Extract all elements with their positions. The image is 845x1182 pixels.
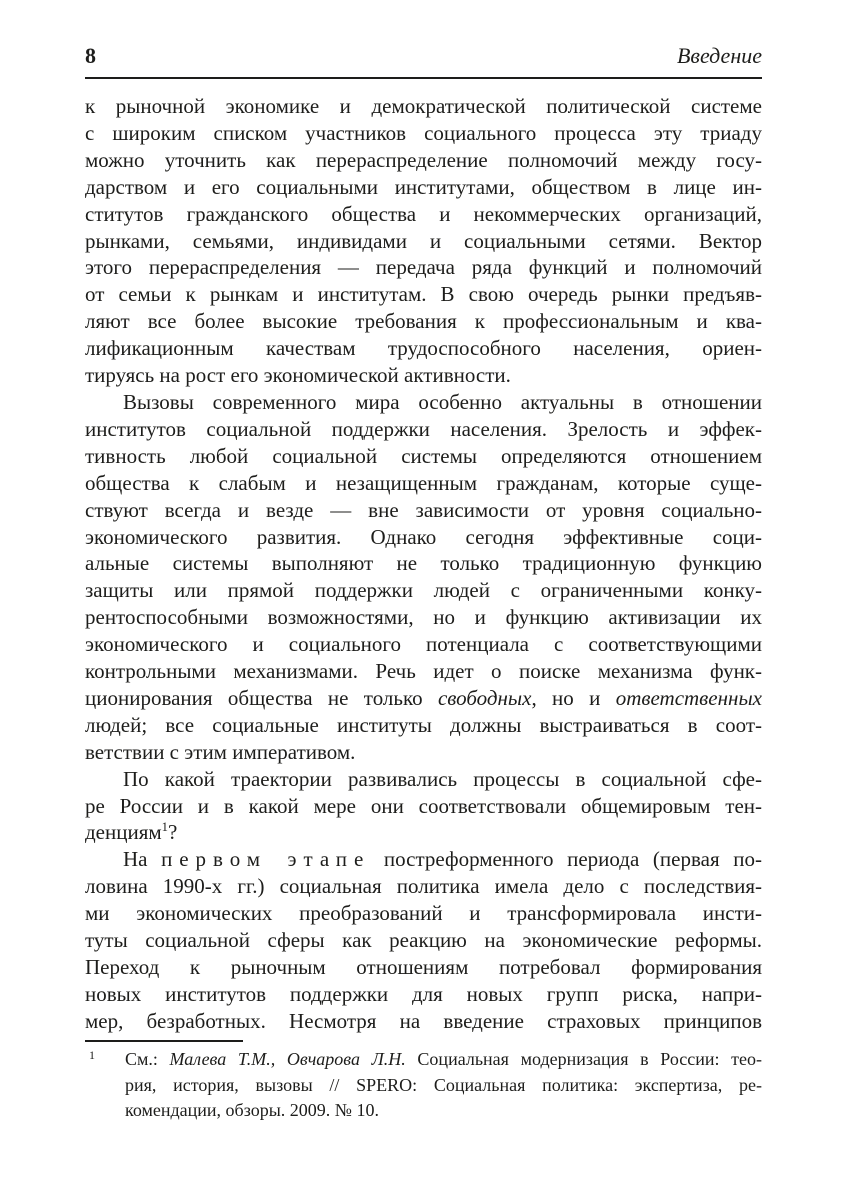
text-segment: экономического и социального потенциала с соответствующими [85, 632, 762, 657]
footnote [85, 1047, 762, 1124]
text-segment: мер, безработных. Несмотря на введение страховых принципов [85, 1008, 762, 1033]
text-segment: денциям [85, 820, 162, 845]
text-segment-italic: Малева Т.М., Овчарова Л.Н. [169, 1049, 406, 1069]
text-segment: ствуют всегда и везде — вне зависимости от уровня социально- [85, 497, 762, 522]
text-line [85, 846, 762, 873]
text-line [85, 120, 762, 147]
text-segment: комендации, обзоры. 2009. № 10. [125, 1100, 379, 1120]
text-line [85, 981, 762, 1008]
text-line [85, 954, 762, 981]
text-line [85, 1008, 762, 1035]
text-segment: тивность любой социальной системы определяются отношением [85, 443, 762, 468]
text-line [85, 416, 762, 443]
text-line [85, 793, 762, 820]
text-segment: этого перераспределения — передача ряда функций и полномочий [85, 255, 762, 280]
text-segment: Переход к рыночным отношениям потребовал формирования [85, 955, 762, 979]
text-line [85, 201, 762, 228]
footnote-separator-rule [85, 1040, 243, 1042]
text-segment: ? [167, 820, 178, 845]
text-line [85, 900, 762, 927]
text-line [85, 228, 762, 255]
text-segment: рентоспособными возможностями, но и функцию активизации их [85, 605, 762, 630]
text-line [85, 362, 762, 389]
text-line [85, 281, 762, 308]
text-segment: туты социальной сферы как реакцию на экономические реформы. [85, 928, 762, 953]
text-segment: новых институтов поддержки для новых групп риска, напри- [85, 981, 762, 1006]
page-number: 8 [85, 43, 96, 68]
footnote-section [85, 1040, 762, 1124]
text-segment: Социальная модернизация в России: тео- [405, 1049, 762, 1069]
footnote-line [125, 1098, 762, 1124]
text-segment-spaced: первом этапе [161, 847, 371, 872]
text-line [85, 389, 762, 416]
text-segment: По какой траектории развивались процессы в социальной сфе- [123, 766, 762, 791]
text-segment: экономического развития. Однако сегодня эффективные соци- [85, 524, 762, 549]
text-line [85, 631, 762, 658]
text-segment: тируясь на рост его экономической активности. [85, 363, 511, 388]
text-segment: рия, история, вызовы // SPERO: Социальная политика: экспертиза, ре- [125, 1074, 762, 1095]
text-segment: с широким списком участников социального процесса эту триаду [85, 120, 762, 145]
text-line [85, 766, 762, 793]
text-line [85, 254, 762, 281]
text-segment: институтов социальной поддержки населения. Зрелость и эффек- [85, 416, 762, 441]
text-segment: Вызовы современного мира особенно актуальны в отношении [123, 389, 762, 414]
text-line [85, 174, 762, 201]
text-line [85, 497, 762, 524]
text-line [85, 470, 762, 497]
text-segment: ляют все более высокие требования к профессиональным и ква- [85, 309, 762, 334]
text-line [85, 927, 762, 954]
text-line [85, 335, 762, 362]
text-line [85, 147, 762, 174]
text-segment: ционирования общества не только [85, 685, 438, 710]
text-segment: На [123, 847, 162, 872]
text-line [85, 604, 762, 631]
text-line [85, 308, 762, 335]
text-segment: альные системы выполняют не только традиционную функцию [85, 551, 762, 576]
text-segment: ре России и в какой мере они соответствовали общемировым тен- [85, 793, 762, 818]
text-segment: контрольными механизмами. Речь идет о поиске механизма функ- [85, 659, 762, 684]
running-title: Введение [676, 43, 762, 68]
text-line [85, 577, 762, 604]
footnote-marker: 1 [89, 1048, 95, 1062]
text-segment: , но и [531, 685, 616, 710]
footnote-text [125, 1047, 762, 1124]
text-segment: можно уточнить как перераспределение полномочий между госу- [85, 147, 762, 172]
footnote-line [125, 1073, 762, 1099]
footnote-line [125, 1047, 762, 1073]
text-segment: от семьи к рынкам и институтам. В свою очередь рынки предъяв- [85, 282, 762, 307]
text-segment: лификационным качествам трудоспособного населения, ориен- [85, 336, 762, 361]
text-line [85, 873, 762, 900]
text-segment: рынками, семьями, индивидами и социальными сетями. Вектор [85, 228, 762, 253]
text-segment: дарством и его социальными институтами, обществом в лице ин- [85, 174, 762, 199]
text-segment: ветствии с этим императивом. [85, 739, 356, 764]
text-line [85, 93, 762, 120]
text-segment: постреформенного периода (первая по- [370, 847, 762, 872]
text-line [85, 819, 762, 846]
text-segment-italic: ответственных [615, 685, 762, 710]
text-segment-italic: свободных [437, 685, 532, 710]
text-line [85, 524, 762, 551]
text-segment: ми экономических преобразований и трансформировала инсти- [85, 901, 762, 926]
page-header [85, 44, 762, 79]
text-segment: к рыночной экономике и демократической политической системе [85, 94, 762, 118]
text-segment: См.: [125, 1049, 170, 1069]
text-segment: людей; все социальные институты должны выстраиваться в соот- [85, 712, 762, 737]
body-text [85, 93, 762, 1035]
text-line [85, 739, 762, 766]
text-line [85, 658, 762, 685]
text-segment: ститутов гражданского общества и некоммерческих организаций, [85, 201, 762, 226]
text-segment-sup: 1 [161, 820, 168, 835]
text-line [85, 443, 762, 470]
text-line [85, 712, 762, 739]
text-line [85, 550, 762, 577]
text-segment: ловина 1990-х гг.) социальная политика имела дело с последствия- [85, 874, 762, 899]
text-segment: защиты или прямой поддержки людей с ограниченными конку- [85, 578, 762, 603]
text-segment: общества к слабым и незащищенным гражданам, которые суще- [85, 470, 762, 495]
text-line [85, 685, 762, 712]
